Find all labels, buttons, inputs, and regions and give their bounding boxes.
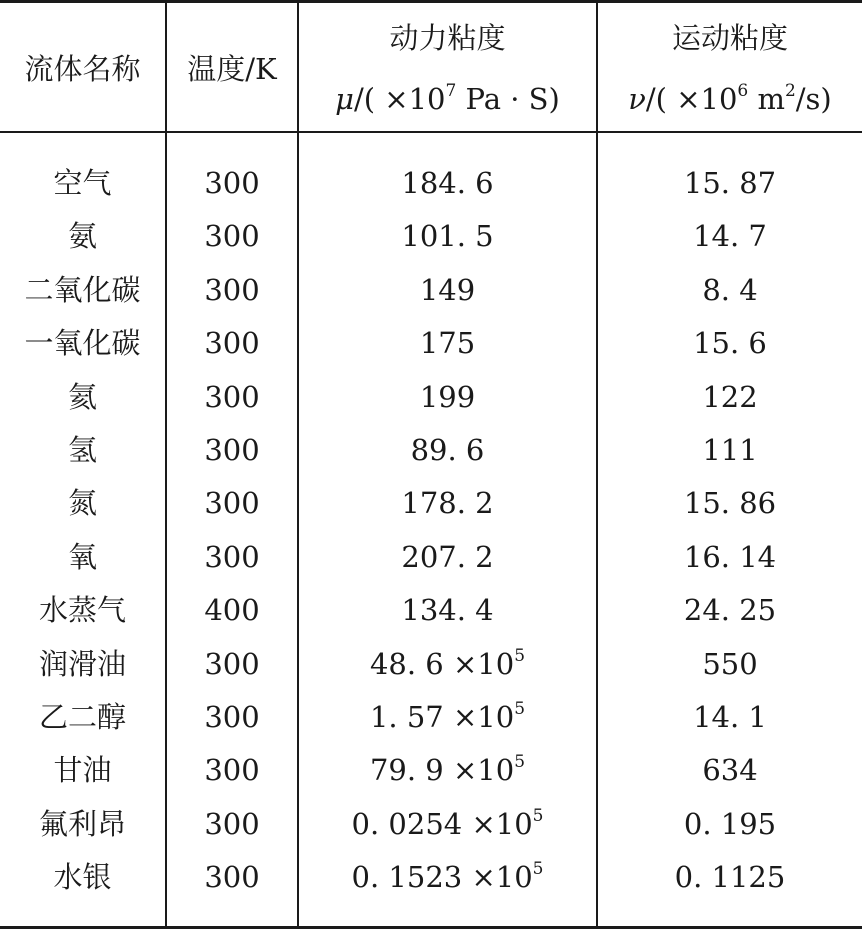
cell-mu [299,273,596,307]
nu-symbol: ν [628,82,646,116]
unit-text: /( ×10 [645,82,738,116]
cell-temp: 300 [204,432,260,467]
table-row [0,753,862,806]
cell-name: 氮 [67,486,97,521]
table-row [0,486,862,539]
unit-exponent: 2 [784,81,796,101]
cell-nu: 14. 1 [693,699,767,734]
cell-mu [299,433,596,467]
unit-text: /( ×10 [353,82,446,116]
mu-value: 101. 5 [401,219,494,254]
cell-nu: 14. 7 [693,219,767,254]
cell-nu: 15. 86 [683,486,777,521]
header-dynamic-unit [299,82,596,116]
cell-mu [299,860,596,894]
cell-temp: 300 [204,486,260,521]
cell-nu: 15. 87 [683,166,777,200]
cell-mu [299,700,596,734]
mu-value: 175 [419,326,476,361]
cell-nu: 634 [702,753,758,788]
table-row [0,219,862,272]
cell-nu: 122 [702,379,758,414]
unit-text: Pa · S) [456,82,560,116]
cell-nu: 15. 6 [693,326,767,361]
cell-mu [299,326,596,360]
mu-exponent: 5 [532,805,544,826]
cell-mu [299,647,596,681]
cell-temp: 300 [204,806,260,841]
cell-name: 氦 [67,379,97,414]
header-kinematic-unit [598,82,862,116]
mu-value: 79. 9 ×10 [369,753,515,788]
cell-temp: 300 [204,379,260,414]
mu-value: 207. 2 [401,539,494,574]
mu-value: 178. 2 [401,486,494,521]
cell-mu [299,593,596,627]
cell-nu: 0. 195 [683,806,777,841]
mu-value: 89. 6 [410,432,485,467]
table-row [0,273,862,326]
cell-temp: 300 [204,753,260,788]
table-row [0,807,862,860]
cell-temp: 400 [204,593,260,628]
table-row [0,860,862,913]
header-fluid-name: 流体名称 [24,52,141,86]
mu-exponent: 5 [532,859,544,880]
cell-name: 水银 [53,860,112,895]
cell-temp: 300 [204,699,260,734]
table-row [0,380,862,433]
table-row [0,700,862,753]
cell-temp: 300 [204,219,260,254]
unit-text: m [748,82,785,116]
cell-nu: 24. 25 [683,593,777,628]
mu-value: 0. 0254 ×10 [351,806,533,841]
cell-nu: 550 [702,646,758,681]
top-rule [0,0,862,3]
table-row [0,540,862,593]
cell-name: 二氧化碳 [24,272,141,307]
unit-exponent: 7 [445,81,457,101]
mu-value: 184. 6 [401,166,494,200]
table-row [0,593,862,646]
header-dynamic-viscosity: 动力粘度 [389,21,506,55]
mu-value: 134. 4 [401,593,494,628]
mu-value: 1. 57 ×10 [369,699,515,734]
table-row [0,647,862,700]
cell-name: 润滑油 [38,646,126,681]
mu-value: 48. 6 ×10 [369,646,515,681]
cell-temp: 300 [204,539,260,574]
cell-mu [299,486,596,520]
cell-name: 一氧化碳 [24,326,141,361]
cell-mu [299,807,596,841]
cell-temp: 300 [204,166,260,200]
cell-name: 氟利昂 [38,806,126,841]
header-rule [0,131,862,133]
table-row [0,166,862,219]
cell-temp: 300 [204,860,260,895]
mu-exponent: 5 [514,698,526,719]
cell-mu [299,540,596,574]
cell-mu [299,753,596,787]
cell-nu: 16. 14 [683,539,777,574]
cell-mu [299,166,596,200]
cell-name: 乙二醇 [38,699,126,734]
mu-symbol: μ [335,82,354,116]
cell-nu: 111 [702,432,758,467]
mu-value: 199 [419,379,476,414]
mu-exponent: 5 [514,645,526,666]
cell-name: 甘油 [53,753,112,788]
cell-name: 空气 [53,166,112,200]
cell-mu [299,380,596,414]
cell-name: 氧 [67,539,97,574]
cell-nu: 0. 1125 [674,860,786,895]
mu-exponent: 5 [514,752,526,773]
table-row [0,326,862,379]
header-kinematic-viscosity: 运动粘度 [671,21,788,55]
cell-name: 氨 [67,219,97,254]
cell-name: 氢 [67,432,97,467]
mu-value: 0. 1523 ×10 [351,860,533,895]
unit-exponent: 6 [737,81,749,101]
header-temperature: 温度/K [187,52,277,86]
cell-temp: 300 [204,272,260,307]
cell-nu: 8. 4 [702,272,758,307]
cell-mu [299,219,596,253]
unit-text: /s) [795,82,832,116]
cell-name: 水蒸气 [38,593,126,628]
bottom-rule [0,926,862,929]
cell-temp: 300 [204,326,260,361]
cell-temp: 300 [204,646,260,681]
table-row [0,433,862,486]
table-body [0,166,862,913]
mu-value: 149 [419,272,476,307]
